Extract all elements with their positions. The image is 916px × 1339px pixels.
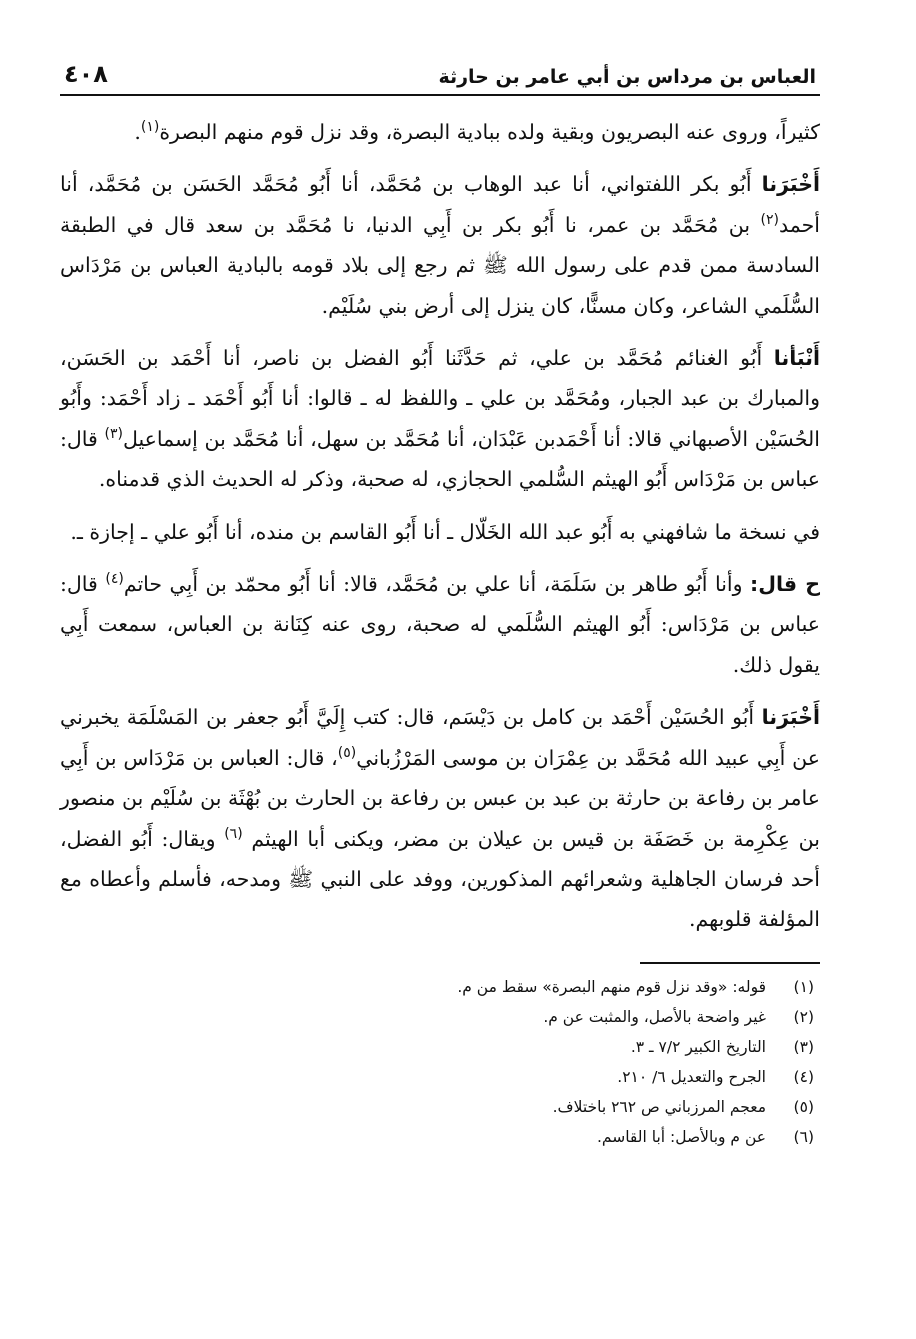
footnote-text: التاريخ الكبير ٧/٢ ـ ٣. — [630, 1037, 766, 1056]
paragraph-lead-word: أَخْبَرَنا — [761, 705, 820, 730]
footnote-ref-1[interactable]: (١) — [140, 119, 160, 136]
footnote-ref-2[interactable]: (٢) — [760, 211, 780, 228]
paragraph-3 — [60, 338, 820, 500]
footnote-text: الجرح والتعديل ٦/ ٢١٠. — [617, 1067, 766, 1086]
footnote-item — [60, 1002, 814, 1032]
paragraph-tail: . — [134, 120, 141, 144]
paragraph-lead-word: أَخْبَرَنا — [761, 172, 820, 197]
footnote-number: (٦) — [793, 1127, 814, 1146]
footnote-ref-4[interactable]: (٤) — [105, 571, 124, 588]
footnote-divider — [640, 962, 820, 964]
footnote-ref-6[interactable]: (٦) — [224, 825, 243, 842]
footnote-text: معجم المرزباني ص ٢٦٢ باختلاف. — [552, 1097, 766, 1116]
footnote-item — [60, 1122, 814, 1152]
paragraph-text: ويقال: أَبُو الفضل، أحد فرسان الجاهلية وشعرائهم المذكورين، ووفد على النبي ﷺ ومدحه، فأسلم وأعطاه مع المؤلفة قلوبهم. — [60, 826, 820, 932]
footnote-text: قوله: «وقد نزل قوم منهم البصرة» سقط من م. — [457, 977, 766, 996]
paragraph-text: أَبُو الغنائم مُحَمَّد بن علي، ثم حَدَّثَنا أَبُو الفضل بن ناصر، أنا أَحْمَد بن الحَسَن، والمبارك بن عبد الجبار، ومُحَمَّد بن علي ـ واللفظ له ـ قالوا: أنا أَبُو أَحْمَد ـ زاد أَحْمَد: وأَبُو الحُسَيْن الأصبهاني قالا: أنا أَحْمَدبن عَبْدَان، أنا مُحَمَّد بن سهل، أنا مُحَمَّد بن إسماعيل — [60, 346, 820, 451]
paragraph-text: قال: عباس بن مَرْدَاس: أَبُو الهيثم السُّلَمي له صحبة، روى عنه كِنَانة بن العباس، سمعت أَبِي يقول ذلك. — [60, 572, 820, 677]
paragraph-text: بن مُحَمَّد بن عمر، نا أَبُو بكر بن أَبِي الدنيا، نا مُحَمَّد بن سعد قال في الطبقة السادسة ممن قدم على رسول الله ﷺ ثم رجع إلى بلاد قومه بالبادية العباس بن مَرْدَاس السُّلَمي الشاعر، وكان مسنًّا، كان ينزل إلى أرض بني سُلَيْم. — [60, 212, 820, 318]
paragraph-text: أَبُو بكر اللفتواني، أنا عبد الوهاب بن مُحَمَّد، أنا أَبُو مُحَمَّد الحَسَن بن مُحَمَّد، أنا أحمد — [60, 172, 820, 237]
footnote-number: (١) — [793, 977, 814, 996]
paragraph-lead-word: ح قال: — [750, 572, 820, 597]
footnote-text: غير واضحة بالأصل، والمثبت عن م. — [543, 1007, 766, 1026]
running-title: العباس بن مرداس بن أبي عامر بن حارثة — [438, 66, 816, 88]
footnotes-list — [60, 972, 820, 1152]
paragraph-text: وأنا أَبُو طاهر بن سَلَمَة، أنا علي بن مُحَمَّد، قالا: أنا أَبُو محمّد بن أَبِي حاتم — [123, 572, 743, 597]
footnote-number: (٤) — [793, 1067, 814, 1086]
footnote-item — [60, 972, 814, 1002]
running-head — [60, 54, 820, 96]
footnote-item — [60, 1092, 814, 1122]
paragraph-text: في نسخة ما شافهني به أَبُو عبد الله الخَلّال ـ أنا أَبُو القاسم بن منده، أنا أَبُو علي ـ إجازة ـ. — [70, 519, 820, 544]
book-page — [60, 54, 820, 1294]
footnote-item — [60, 1062, 814, 1092]
paragraph-4 — [60, 512, 820, 552]
paragraph-5 — [60, 564, 820, 685]
footnote-ref-3[interactable]: (٣) — [104, 426, 123, 443]
paragraph-6 — [60, 697, 820, 939]
page-number: ٤٠٨ — [64, 60, 108, 88]
footnote-number: (٣) — [793, 1037, 814, 1056]
paragraph-lead-word: أَنْبَأنا — [773, 346, 820, 371]
footnote-item — [60, 1032, 814, 1062]
paragraph-text: أَبُو الحُسَيْن أَحْمَد بن كامل بن دَيْسَم، قال: كتب إِلَيَّ أَبُو جعفر بن المَسْلَمَة يخبرني عن أَبِي عبيد الله مُحَمَّد بن عِمْرَان بن موسى المَرْزُباني — [60, 705, 820, 770]
paragraph-text: قال: عباس بن مَرْدَاس أَبُو الهيثم السُّلمي الحجازي، له صحبة، وذكر له الحديث الذي قدمناه. — [60, 426, 820, 492]
footnote-text: عن م وبالأصل: أبا القاسم. — [596, 1127, 766, 1146]
paragraph-text: ، قال: العباس بن مَرْدَاس بن أَبِي عامر بن رفاعة بن حارثة بن عبد بن عبس بن رفاعة بن الحارث بن بُهْثَة بن سُلَيْم بن منصور بن عِكْرِمة بن خَصَفَة بن قيس بن عيلان بن مضر، ويكنى أبا الهيثم — [60, 745, 820, 851]
footnote-number: (٢) — [793, 1007, 814, 1026]
footnote-ref-5[interactable]: (٥) — [337, 744, 357, 761]
footnote-number: (٥) — [793, 1097, 814, 1116]
paragraph-text: كثيراً، وروى عنه البصريون وبقية ولده ببادية البصرة، وقد نزل قوم منهم البصرة — [159, 120, 820, 144]
paragraph-2 — [60, 164, 820, 326]
main-text — [60, 112, 820, 940]
paragraph-1 — [60, 112, 820, 152]
